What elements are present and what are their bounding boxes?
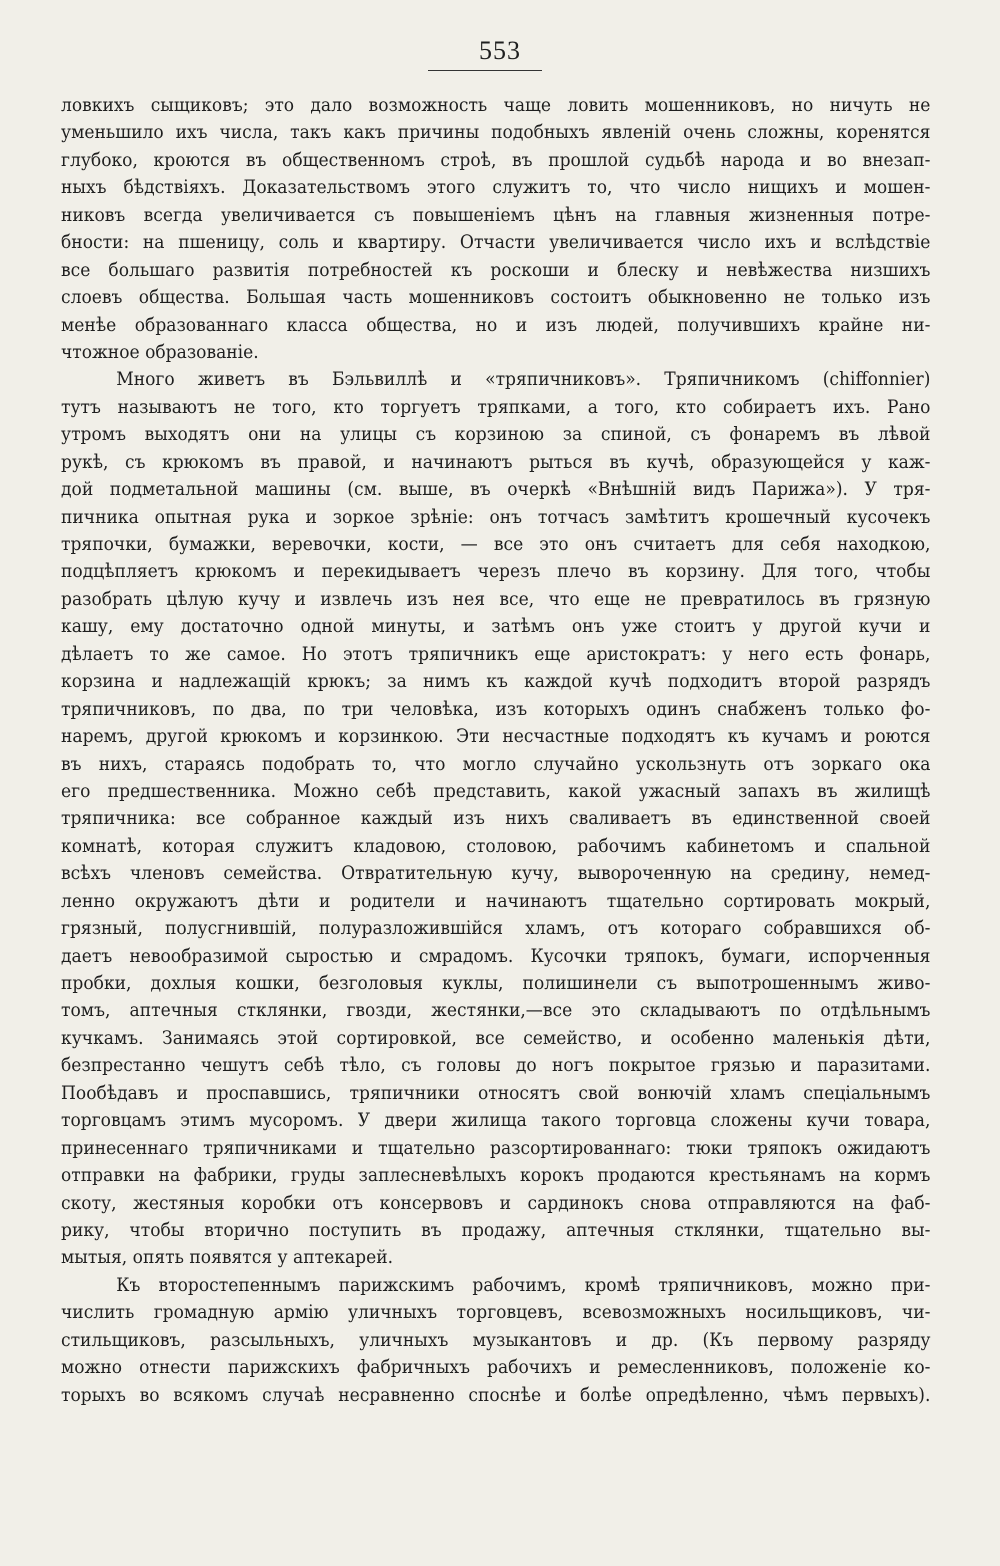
text-line: его предшественника. Можно себѣ представить, какой ужасный запахъ въ жилищѣ <box>61 780 931 802</box>
text-line: можно отнести парижскихъ фабричныхъ рабочихъ и ремесленниковъ, положеніе ко- <box>61 1357 931 1379</box>
text-line: комнатѣ, которая служитъ кладовою, столовою, рабочимъ кабинетомъ и спальной <box>61 835 931 857</box>
text-line: числить громадную армію уличныхъ торговцевъ, всевозможныхъ носильщиковъ, чи- <box>61 1302 931 1324</box>
text-line: ныхъ бѣдствіяхъ. Доказательствомъ этого служитъ то, что число нищихъ и мошен- <box>61 177 931 199</box>
text-line: даетъ невообразимой сыростью и смрадомъ. Кусочки тряпокъ, бумаги, испорченныя <box>61 945 931 967</box>
text-line: слоевъ общества. Большая часть мошенниковъ состоитъ обыкновенно не только изъ <box>61 287 931 309</box>
text-line: дой подметальной машины (см. выше, въ очеркѣ «Внѣшній видъ Парижа»). У тря- <box>61 479 931 501</box>
text-line: отправки на фабрики, груды заплесневѣлыхъ корокъ продаются крестьянамъ на кормъ <box>61 1165 931 1187</box>
text-line: въ нихъ, стараясь подобрать то, что могло случайно ускользнуть отъ зоркаго ока <box>61 753 931 775</box>
paragraph <box>61 92 930 366</box>
text-line: пичника опытная рука и зоркое зрѣніе: онъ тотчасъ замѣтитъ крошечный кусочекъ <box>61 506 931 528</box>
text-line: утромъ выходятъ они на улицы съ корзиною за спиной, съ фонаремъ въ лѣвой <box>61 424 931 446</box>
text-line: никовъ всегда увеличивается съ повышеніемъ цѣнъ на главныя жизненныя потре- <box>61 204 931 226</box>
text-line: тутъ называютъ не того, кто торгуетъ тряпками, а того, кто собираетъ ихъ. Рано <box>61 396 931 418</box>
page-number-rule <box>428 70 542 71</box>
text-line: торговцамъ этимъ мусоромъ. У двери жилища такого торговца сложены кучи товара, <box>61 1110 931 1132</box>
body-text <box>61 92 930 1409</box>
text-line: всѣхъ членовъ семейства. Отвратительную кучу, вывороченную на средину, немед- <box>61 863 931 885</box>
text-line: наремъ, другой крюкомъ и корзинкою. Эти несчастные подходятъ къ кучамъ и роются <box>61 726 931 748</box>
text-line: глубоко, кроются въ общественномъ строѣ, въ прошлой судьбѣ народа и во внезап- <box>61 149 931 171</box>
paragraph <box>61 1272 930 1409</box>
text-line: торыхъ во всякомъ случаѣ несравненно споснѣе и болѣе опредѣленно, чѣмъ первыхъ). <box>61 1384 931 1406</box>
text-line: тряпичника: все собранное каждый изъ нихъ сваливаетъ въ единственной своей <box>61 808 931 830</box>
paragraph <box>61 366 930 1271</box>
text-line: подцѣпляетъ крюкомъ и перекидываетъ черезъ плечо въ корзину. Для того, чтобы <box>61 561 931 583</box>
text-line: тряпочки, бумажки, веревочки, кости, — все это онъ считаетъ для себя находкою, <box>61 534 931 555</box>
text-line: стильщиковъ, разсыльныхъ, уличныхъ музыкантовъ и др. (Къ первому разряду <box>61 1329 931 1351</box>
text-line: уменьшило ихъ числа, такъ какъ причины подобныхъ явленій очень сложны, коренятся <box>61 122 931 144</box>
text-line: томъ, аптечныя стклянки, гвозди, жестянки,—все это складываютъ по отдѣльнымъ <box>61 1000 931 1022</box>
text-line: корзина и надлежащій крюкъ; за нимъ къ каждой кучѣ подходитъ второй разрядъ <box>61 671 931 693</box>
text-line: дѣлаетъ то же самое. Но этотъ тряпичникъ еще аристократъ: у него есть фонарь, <box>61 643 931 665</box>
text-line: кашу, ему достаточно одной минуты, и затѣмъ онъ уже стоитъ у другой кучи и <box>61 616 931 638</box>
text-line: бности: на пшеницу, соль и квартиру. Отчасти увеличивается число ихъ и вслѣдствіе <box>61 232 931 254</box>
text-line: принесеннаго тряпичниками и тщательно разсортированнаго: тюки тряпокъ ожидаютъ <box>61 1137 931 1159</box>
text-line: пробки, дохлыя кошки, безголовыя куклы, полишинели съ выпотрошеннымъ живо- <box>61 973 931 994</box>
text-line: мытыя, опять появятся у аптекарей. <box>61 1247 394 1269</box>
text-line: менѣе образованнаго класса общества, но и изъ людей, получившихъ крайне ни- <box>61 314 931 336</box>
text-line: ленно окружаютъ дѣти и родители и начинаютъ тщательно сортировать мокрый, <box>61 890 931 912</box>
text-line: Пообѣдавъ и проспавшись, тряпичники относятъ свой вонючій хламъ спеціальнымъ <box>61 1082 931 1104</box>
text-line: чтожное образованіе. <box>61 341 259 363</box>
text-line: разобрать цѣлую кучу и извлечь изъ нея все, что еще не превратилось въ грязную <box>61 588 931 610</box>
text-line: ловкихъ сыщиковъ; это дало возможность чаще ловить мошенниковъ, но ничуть не <box>61 95 931 116</box>
page-number: 553 <box>479 36 521 65</box>
text-line: скоту, жестяныя коробки отъ консервовъ и сардинокъ снова отправляются на фаб- <box>61 1192 931 1214</box>
text-line: рику, чтобы вторично поступить въ продажу, аптечныя стклянки, тщательно вы- <box>61 1219 931 1241</box>
text-line: грязный, полусгнившій, полуразложившійся хламъ, отъ котораго собравшихся об- <box>61 918 931 940</box>
text-line: безпрестанно чешутъ себѣ тѣло, съ головы до ногъ покрытое грязью и паразитами. <box>61 1055 931 1077</box>
text-line: все большаго развитія потребностей къ роскоши и блеску и невѣжества низшихъ <box>61 259 931 281</box>
text-line: тряпичниковъ, по два, по три человѣка, изъ которыхъ одинъ снабженъ только фо- <box>61 698 931 720</box>
text-line: кучкамъ. Занимаясь этой сортировкой, все семейство, и особенно маленькія дѣти, <box>61 1027 931 1049</box>
text-line: Къ второстепеннымъ парижскимъ рабочимъ, кромѣ тряпичниковъ, можно при- <box>116 1274 931 1296</box>
text-line: рукѣ, съ крюкомъ въ правой, и начинаютъ рыться въ кучѣ, образующейся у каж- <box>61 451 931 473</box>
text-line: Много живетъ въ Бэльвиллѣ и «тряпичниковъ». Тряпичникомъ (chiffonnier) <box>116 369 931 391</box>
